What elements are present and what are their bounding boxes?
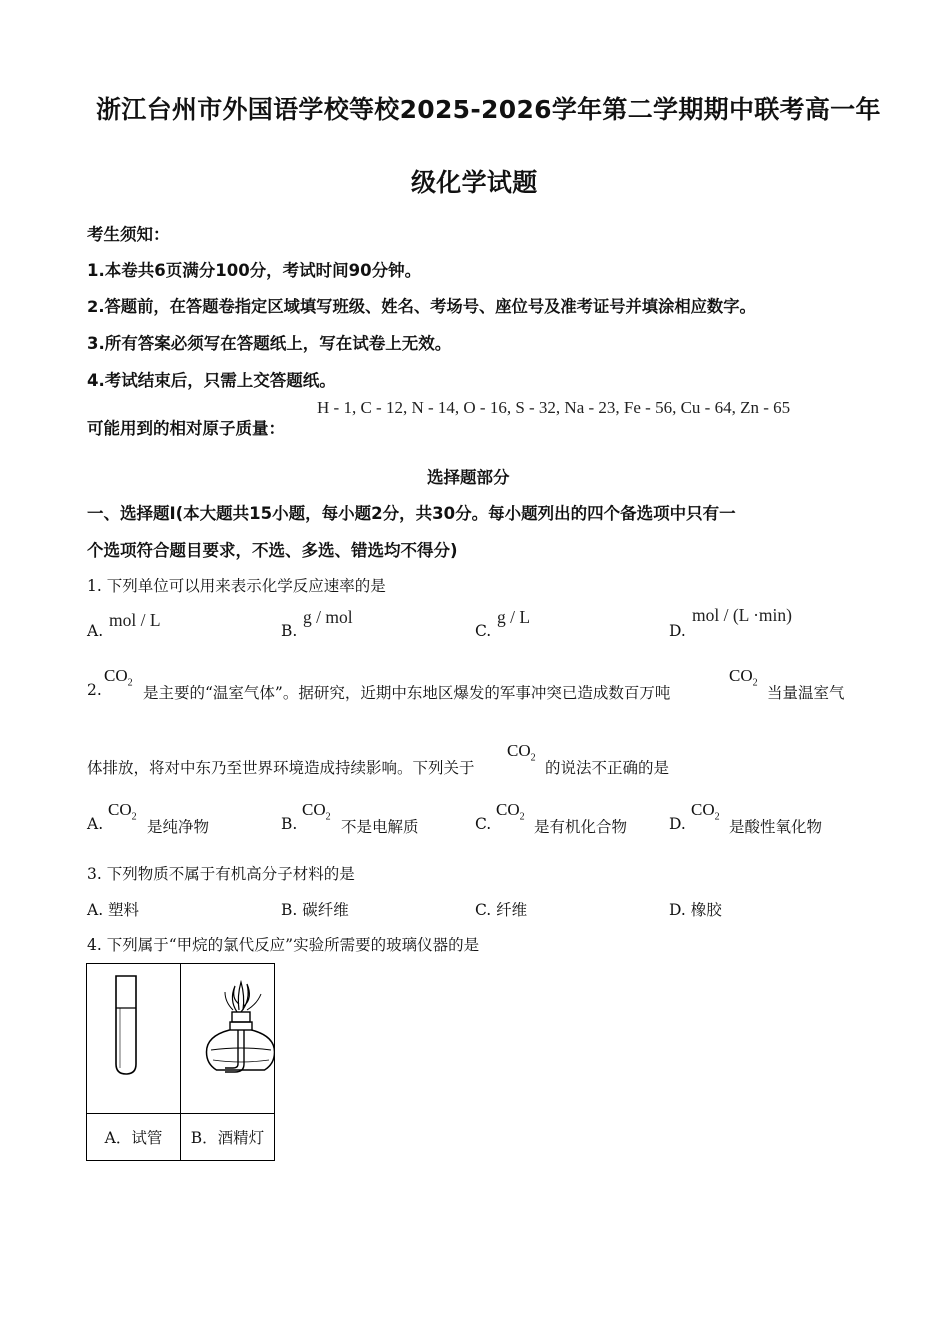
atomic-mass-values: H - 1, C - 12, N - 14, O - 16, S - 32, Na - 23, Fe - 56, Cu - 64, Zn - 65 [317,398,791,417]
section-intro-line2: 个选项符合题目要求，不选、多选、错选均不得分) [87,541,458,560]
apparatus-label-a: A．试管 [87,1114,181,1161]
notice-item-2: 2.答题前，在答题卷指定区域填写班级、姓名、考场号、座位号及准考证号并填涂相应数字。 [87,297,756,316]
notice-heading: 考生须知： [87,225,170,244]
q2-text-1: 是主要的“温室气体”。据研究，近期中东地区爆发的军事冲突已造成数百万吨 [143,684,671,702]
test-tube-icon [87,964,180,1109]
q1-option-b-formula: g / mol [303,607,353,627]
q2-option-a-text: 是纯净物 [147,818,210,836]
q1-option-d-formula: mol / (L ·min) [692,605,792,625]
section-intro-line1: 一、选择题I(本大题共15小题，每小题2分，共30分。每小题列出的四个备选项中只有一 [87,504,736,523]
atomic-mass-label: 可能用到的相对原子质量： [87,419,285,438]
notice-item-1: 1.本卷共6页满分100分，考试时间90分钟。 [87,261,422,280]
q2-option-b-letter: B. [281,815,298,833]
notice-item-3: 3.所有答案必须写在答题纸上，写在试卷上无效。 [87,334,452,353]
apparatus-table [86,963,275,1161]
q1-option-c-formula: g / L [497,607,531,627]
q2-text-4: 的说法不正确的是 [545,759,670,777]
q1-option-b-letter: B. [281,622,298,640]
q2-option-d-co2: $CO_2$ [691,800,720,823]
q2-option-c-co2: $CO_2$ [496,800,525,823]
q2-co2-2: $CO_2$ [729,666,758,689]
q2-option-b-co2: $CO_2$ [302,800,331,823]
q1-stem: 1. 下列单位可以用来表示化学反应速率的是 [87,577,386,595]
q2-text-3: 体排放，将对中东乃至世界环境造成持续影响。下列关于 [87,759,475,777]
q2-number: 2. [87,681,102,699]
q2-option-b-text: 不是电解质 [341,818,419,836]
exam-title-line1: 浙江台州市外国语学校等校2025-2026学年第二学期期中联考高一年 [96,95,881,124]
alcohol-lamp-icon [181,964,274,1109]
q3-option-b: B. 碳纤维 [281,901,349,919]
notice-item-4: 4.考试结束后，只需上交答题纸。 [87,371,336,390]
q2-option-c-letter: C. [475,815,492,833]
q1-option-a-letter: A. [87,622,104,640]
q2-option-a-co2: $CO_2$ [108,800,137,823]
q4-stem: 4. 下列属于“甲烷的氯代反应”实验所需要的玻璃仪器的是 [87,936,480,954]
q2-option-c-text: 是有机化合物 [534,818,628,836]
apparatus-label-b: B．酒精灯 [181,1114,275,1161]
q2-text-2: 当量温室气 [767,684,845,702]
q1-option-d-letter: D. [669,622,686,640]
q2-co2-1: $CO_2$ [104,666,133,689]
q1-option-a-formula: mol / L [109,610,161,630]
q1-option-c-letter: C. [475,622,492,640]
q2-option-d-text: 是酸性氧化物 [729,818,823,836]
apparatus-cell-a [87,964,181,1114]
apparatus-cell-b [181,964,275,1114]
q3-option-d: D. 橡胶 [669,901,722,919]
q3-stem: 3. 下列物质不属于有机高分子材料的是 [87,865,355,883]
q2-co2-3: $CO_2$ [507,741,536,764]
section-title: 选择题部分 [427,468,510,487]
exam-title-line2: 级化学试题 [411,168,538,197]
q2-option-d-letter: D. [669,815,686,833]
q3-option-c: C. 纤维 [475,901,528,919]
q2-option-a-letter: A. [87,815,104,833]
q3-option-a: A. 塑料 [87,901,140,919]
